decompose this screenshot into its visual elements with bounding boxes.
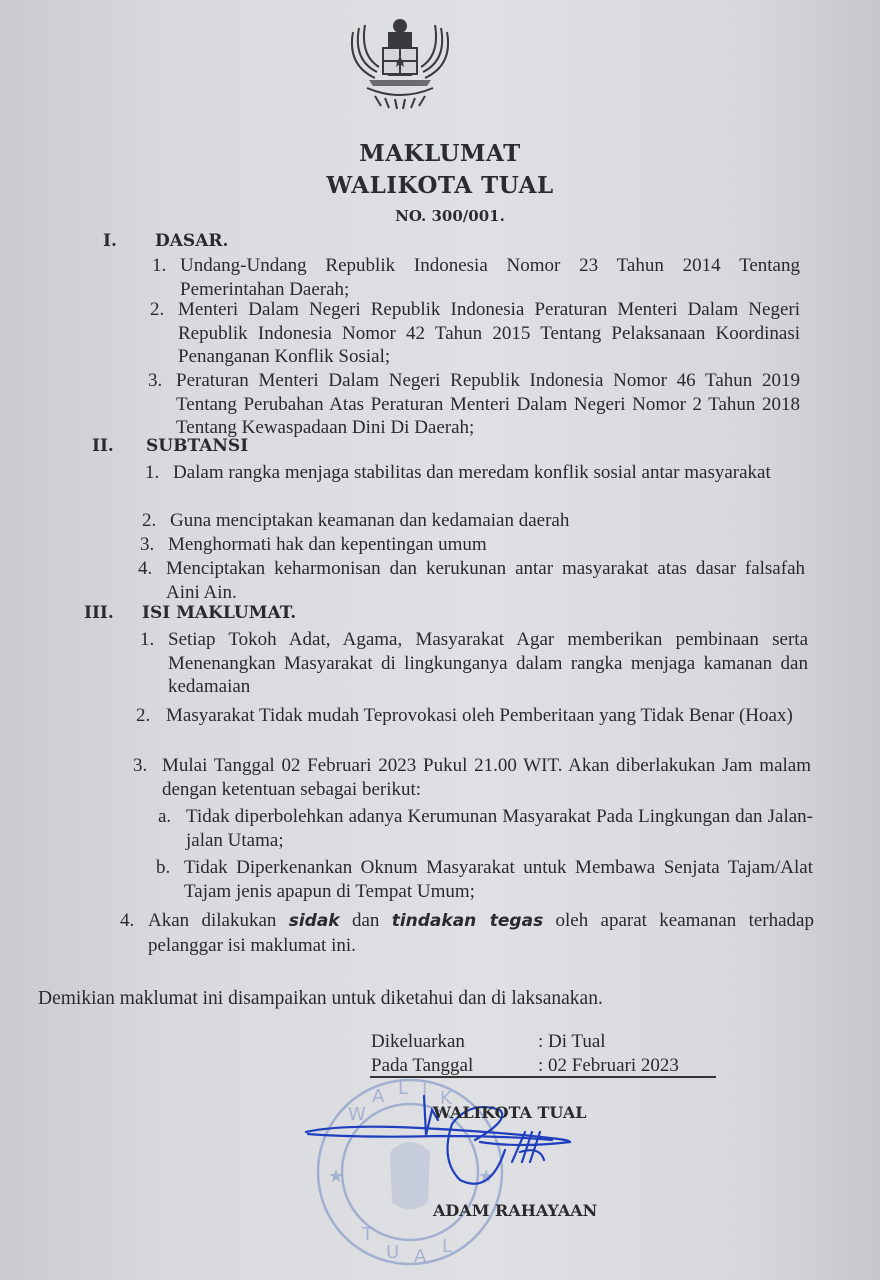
item-number: 3. xyxy=(140,534,155,555)
list-item xyxy=(140,628,808,699)
item-text: Guna menciptakan keamanan dan kedamaian daerah xyxy=(170,510,570,531)
list-item xyxy=(152,254,800,301)
item-number: a. xyxy=(158,806,172,827)
item-number: 2. xyxy=(142,510,157,531)
item-text: Akan dilakukan sidak dan tindakan tegas oleh aparat keamanan terhadap pelanggar isi maklumat ini. xyxy=(148,910,814,956)
section-numeral: III. xyxy=(84,603,114,623)
section-title: ISI MAKLUMAT. xyxy=(142,603,297,623)
item-number: 4. xyxy=(138,558,153,579)
svg-text:K: K xyxy=(440,1088,452,1109)
svg-text:A: A xyxy=(372,1086,385,1107)
item-number: 3. xyxy=(148,370,163,391)
garuda-emblem-icon xyxy=(345,10,455,110)
list-item xyxy=(148,369,800,440)
date-label: Pada Tanggal xyxy=(371,1055,474,1076)
closing-statement: Demikian maklumat ini disampaikan untuk diketahui dan di laksanakan. xyxy=(38,988,603,1009)
item-number: 1. xyxy=(152,255,167,276)
signature-icon xyxy=(300,1080,620,1200)
svg-text:I: I xyxy=(422,1080,428,1101)
item-text: Peraturan Menteri Dalam Negeri Republik Indonesia Nomor 46 Tahun 2019 Tentang Perubahan Atas Peraturan Menteri Dalam Negeri Nomor 2 Tahun 2018 Tentang Kewaspadaan Dini Di Daerah; xyxy=(176,370,800,438)
list-item xyxy=(138,557,805,604)
item-text: Menciptakan keharmonisan dan kerukunan antar masyarakat atas dasar falsafah Aini Ain. xyxy=(166,558,805,603)
date-value: : 02 Februari 2023 xyxy=(538,1055,679,1076)
item-text: Setiap Tokoh Adat, Agama, Masyarakat Agar memberikan pembinaan serta Menenangkan Masyarakat di lingkunganya dalam rangka menjaga kamanan dan kedamaian xyxy=(168,629,808,697)
emphasis-tindakan-tegas: tindakan tegas xyxy=(391,911,544,931)
item-text: Tidak Diperkenankan Oknum Masyarakat untuk Membawa Senjata Tajam/Alat Tajam jenis apapun di Tempat Umum; xyxy=(184,857,813,902)
list-item xyxy=(133,754,811,801)
list-item xyxy=(120,909,814,957)
svg-text:L: L xyxy=(398,1078,409,1099)
svg-text:W: W xyxy=(348,1104,366,1125)
list-item xyxy=(156,856,813,903)
item-number: 2. xyxy=(136,705,151,726)
item-text: Mulai Tanggal 02 Februari 2023 Pukul 21.00 WIT. Akan diberlakukan Jam malam dengan ketentuan sebagai berikut: xyxy=(162,755,811,800)
item-text: Undang-Undang Republik Indonesia Nomor 23 Tahun 2014 Tentang Pemerintahan Daerah; xyxy=(180,255,800,300)
signer-title: WALIKOTA TUAL xyxy=(433,1103,587,1122)
item-text: Menghormati hak dan kepentingan umum xyxy=(168,534,487,555)
svg-text:T: T xyxy=(362,1224,373,1245)
list-item xyxy=(140,533,800,557)
item-number: 1. xyxy=(140,629,155,650)
list-item xyxy=(150,298,800,369)
item-number: b. xyxy=(156,857,171,878)
svg-text:★: ★ xyxy=(328,1166,345,1187)
item-text: Menteri Dalam Negeri Republik Indonesia Peraturan Menteri Dalam Negeri Republik Indonesia Nomor 42 Tahun 2015 Tentang Pelaksanaan Koordinasi Penanganan Konflik Sosial; xyxy=(178,299,800,367)
svg-text:A: A xyxy=(414,1246,427,1267)
section-title: DASAR. xyxy=(155,231,229,251)
svg-text:U: U xyxy=(386,1242,400,1263)
svg-text:L: L xyxy=(442,1236,453,1257)
emphasis-sidak: sidak xyxy=(288,911,340,931)
item-number: 3. xyxy=(133,755,148,776)
issued-value: : Di Tual xyxy=(538,1031,606,1052)
svg-text:★: ★ xyxy=(478,1166,495,1187)
item-number: 4. xyxy=(120,910,135,931)
item-text: Dalam rangka menjaga stabilitas dan meredam konflik sosial antar masyarakat xyxy=(173,462,771,483)
issued-label: Dikeluarkan xyxy=(371,1031,465,1052)
section-numeral: II. xyxy=(92,436,114,456)
list-item xyxy=(145,461,800,485)
section-numeral: I. xyxy=(103,231,117,251)
list-item xyxy=(142,509,800,533)
section-title: SUBTANSI xyxy=(146,436,249,456)
document-title: MAKLUMAT xyxy=(359,140,521,167)
item-text: Tidak diperbolehkan adanya Kerumunan Masyarakat Pada Lingkungan dan Jalan-jalan Utama; xyxy=(186,806,813,851)
document-number: NO. 300/001. xyxy=(395,207,505,225)
signer-name: ADAM RAHAYAAN xyxy=(433,1201,598,1220)
list-item xyxy=(136,704,810,728)
document-subtitle: WALIKOTA TUAL xyxy=(326,172,554,199)
item-number: 1. xyxy=(145,462,160,483)
item-text: Masyarakat Tidak mudah Teprovokasi oleh Pemberitaan yang Tidak Benar (Hoax) xyxy=(166,705,793,726)
list-item xyxy=(158,805,813,852)
item-number: 2. xyxy=(150,299,165,320)
